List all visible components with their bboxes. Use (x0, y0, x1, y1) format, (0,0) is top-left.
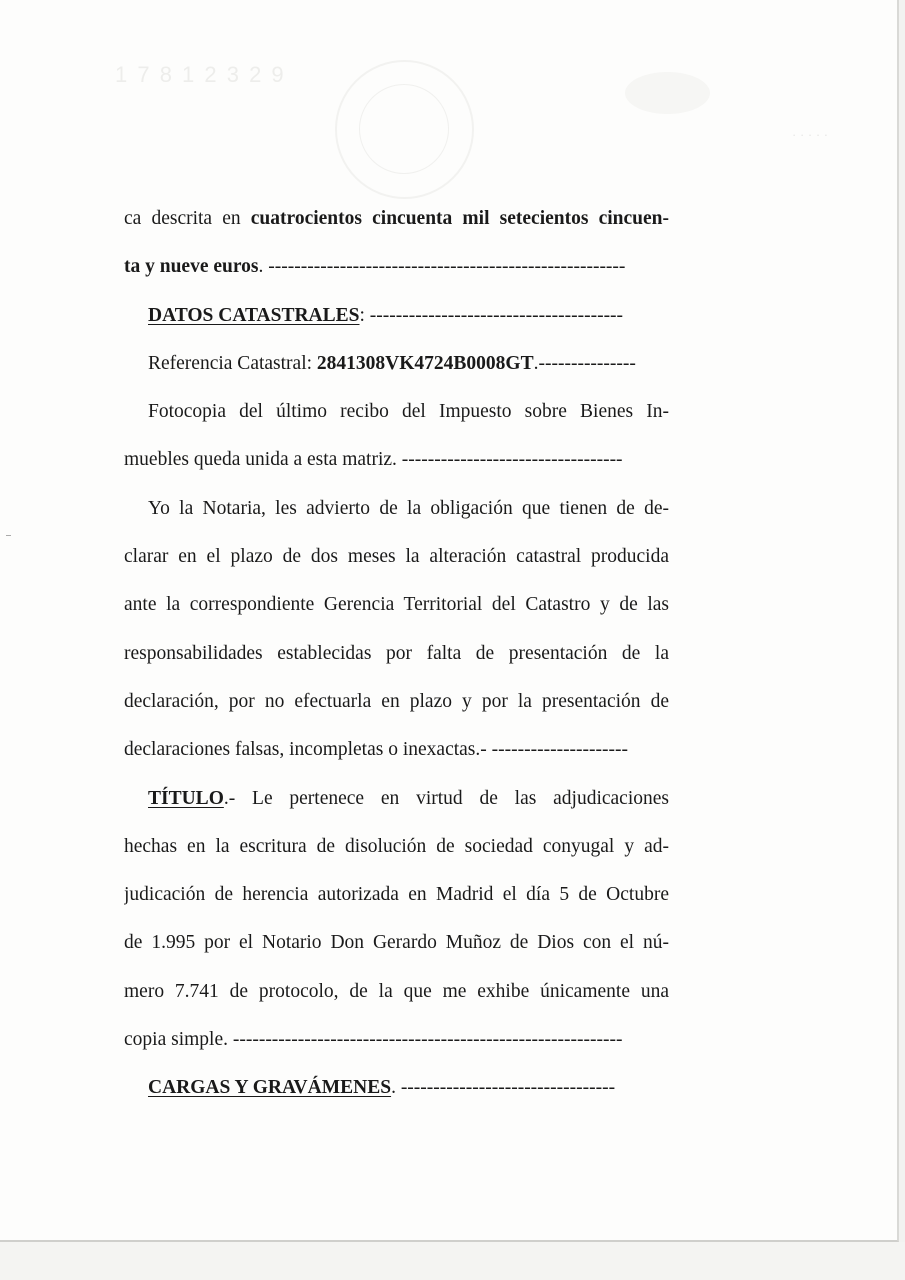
text-line: ante la correspondiente Gerencia Territorial del Catastro y de las (124, 594, 669, 616)
text-line: judicación de herencia autorizada en Madrid el día 5 de Octubre (124, 884, 669, 906)
text-line: declaraciones falsas, incompletas o inexactas.- --------------------- (124, 739, 629, 761)
text-line: ta y nueve euros. ------------------------------------------------------- (124, 256, 626, 278)
deed-text-block (124, 195, 669, 1113)
text-line: clarar en el plazo de dos meses la alteración catastral producida (124, 546, 669, 568)
faint-oval-stamp (625, 72, 710, 114)
cadastral-reference-line: Referencia Catastral: 2841308VK4724B0008GT.--------------- (148, 352, 636, 374)
text-line: Yo la Notaria, les advierto de la obligación que tienen de de- (148, 497, 669, 519)
text-line: declaración, por no efectuarla en plazo y por la presentación de (124, 690, 669, 712)
section-heading-cargas-y-gravamenes: CARGAS Y GRAVÁMENES. --------------------------------- (148, 1077, 616, 1099)
text-line: responsabilidades establecidas por falta de presentación de la (124, 642, 669, 664)
margin-tick (6, 535, 11, 536)
text-line: ca descrita en cuatrocientos cincuenta mil setecientos cincuen- (124, 208, 669, 229)
section-heading-datos-catastrales: DATOS CATASTRALES: --------------------------------------- (148, 304, 624, 326)
section-heading-titulo: TÍTULO.- Le pertenece en virtud de las adjudicaciones (148, 787, 669, 809)
text-line: muebles queda unida a esta matriz. ---------------------------------- (124, 449, 623, 471)
text-line: mero 7.741 de protocolo, de la que me exhibe únicamente una (124, 980, 669, 1002)
faint-corner-mark: · · · · · (792, 127, 829, 142)
text-line: Fotocopia del último recibo del Impuesto sobre Bienes In- (148, 401, 669, 423)
scan-bottom-margin (0, 1242, 905, 1280)
text-line: de 1.995 por el Notario Don Gerardo Muñoz de Dios con el nú- (124, 932, 669, 954)
notary-seal-watermark (335, 60, 474, 199)
text-line: copia simple. ------------------------------------------------------------ (124, 1029, 623, 1051)
faint-serial-watermark: 1 7 8 1 2 3 2 9 (115, 62, 286, 87)
text-line: hechas en la escritura de disolución de sociedad conyugal y ad- (124, 835, 669, 857)
